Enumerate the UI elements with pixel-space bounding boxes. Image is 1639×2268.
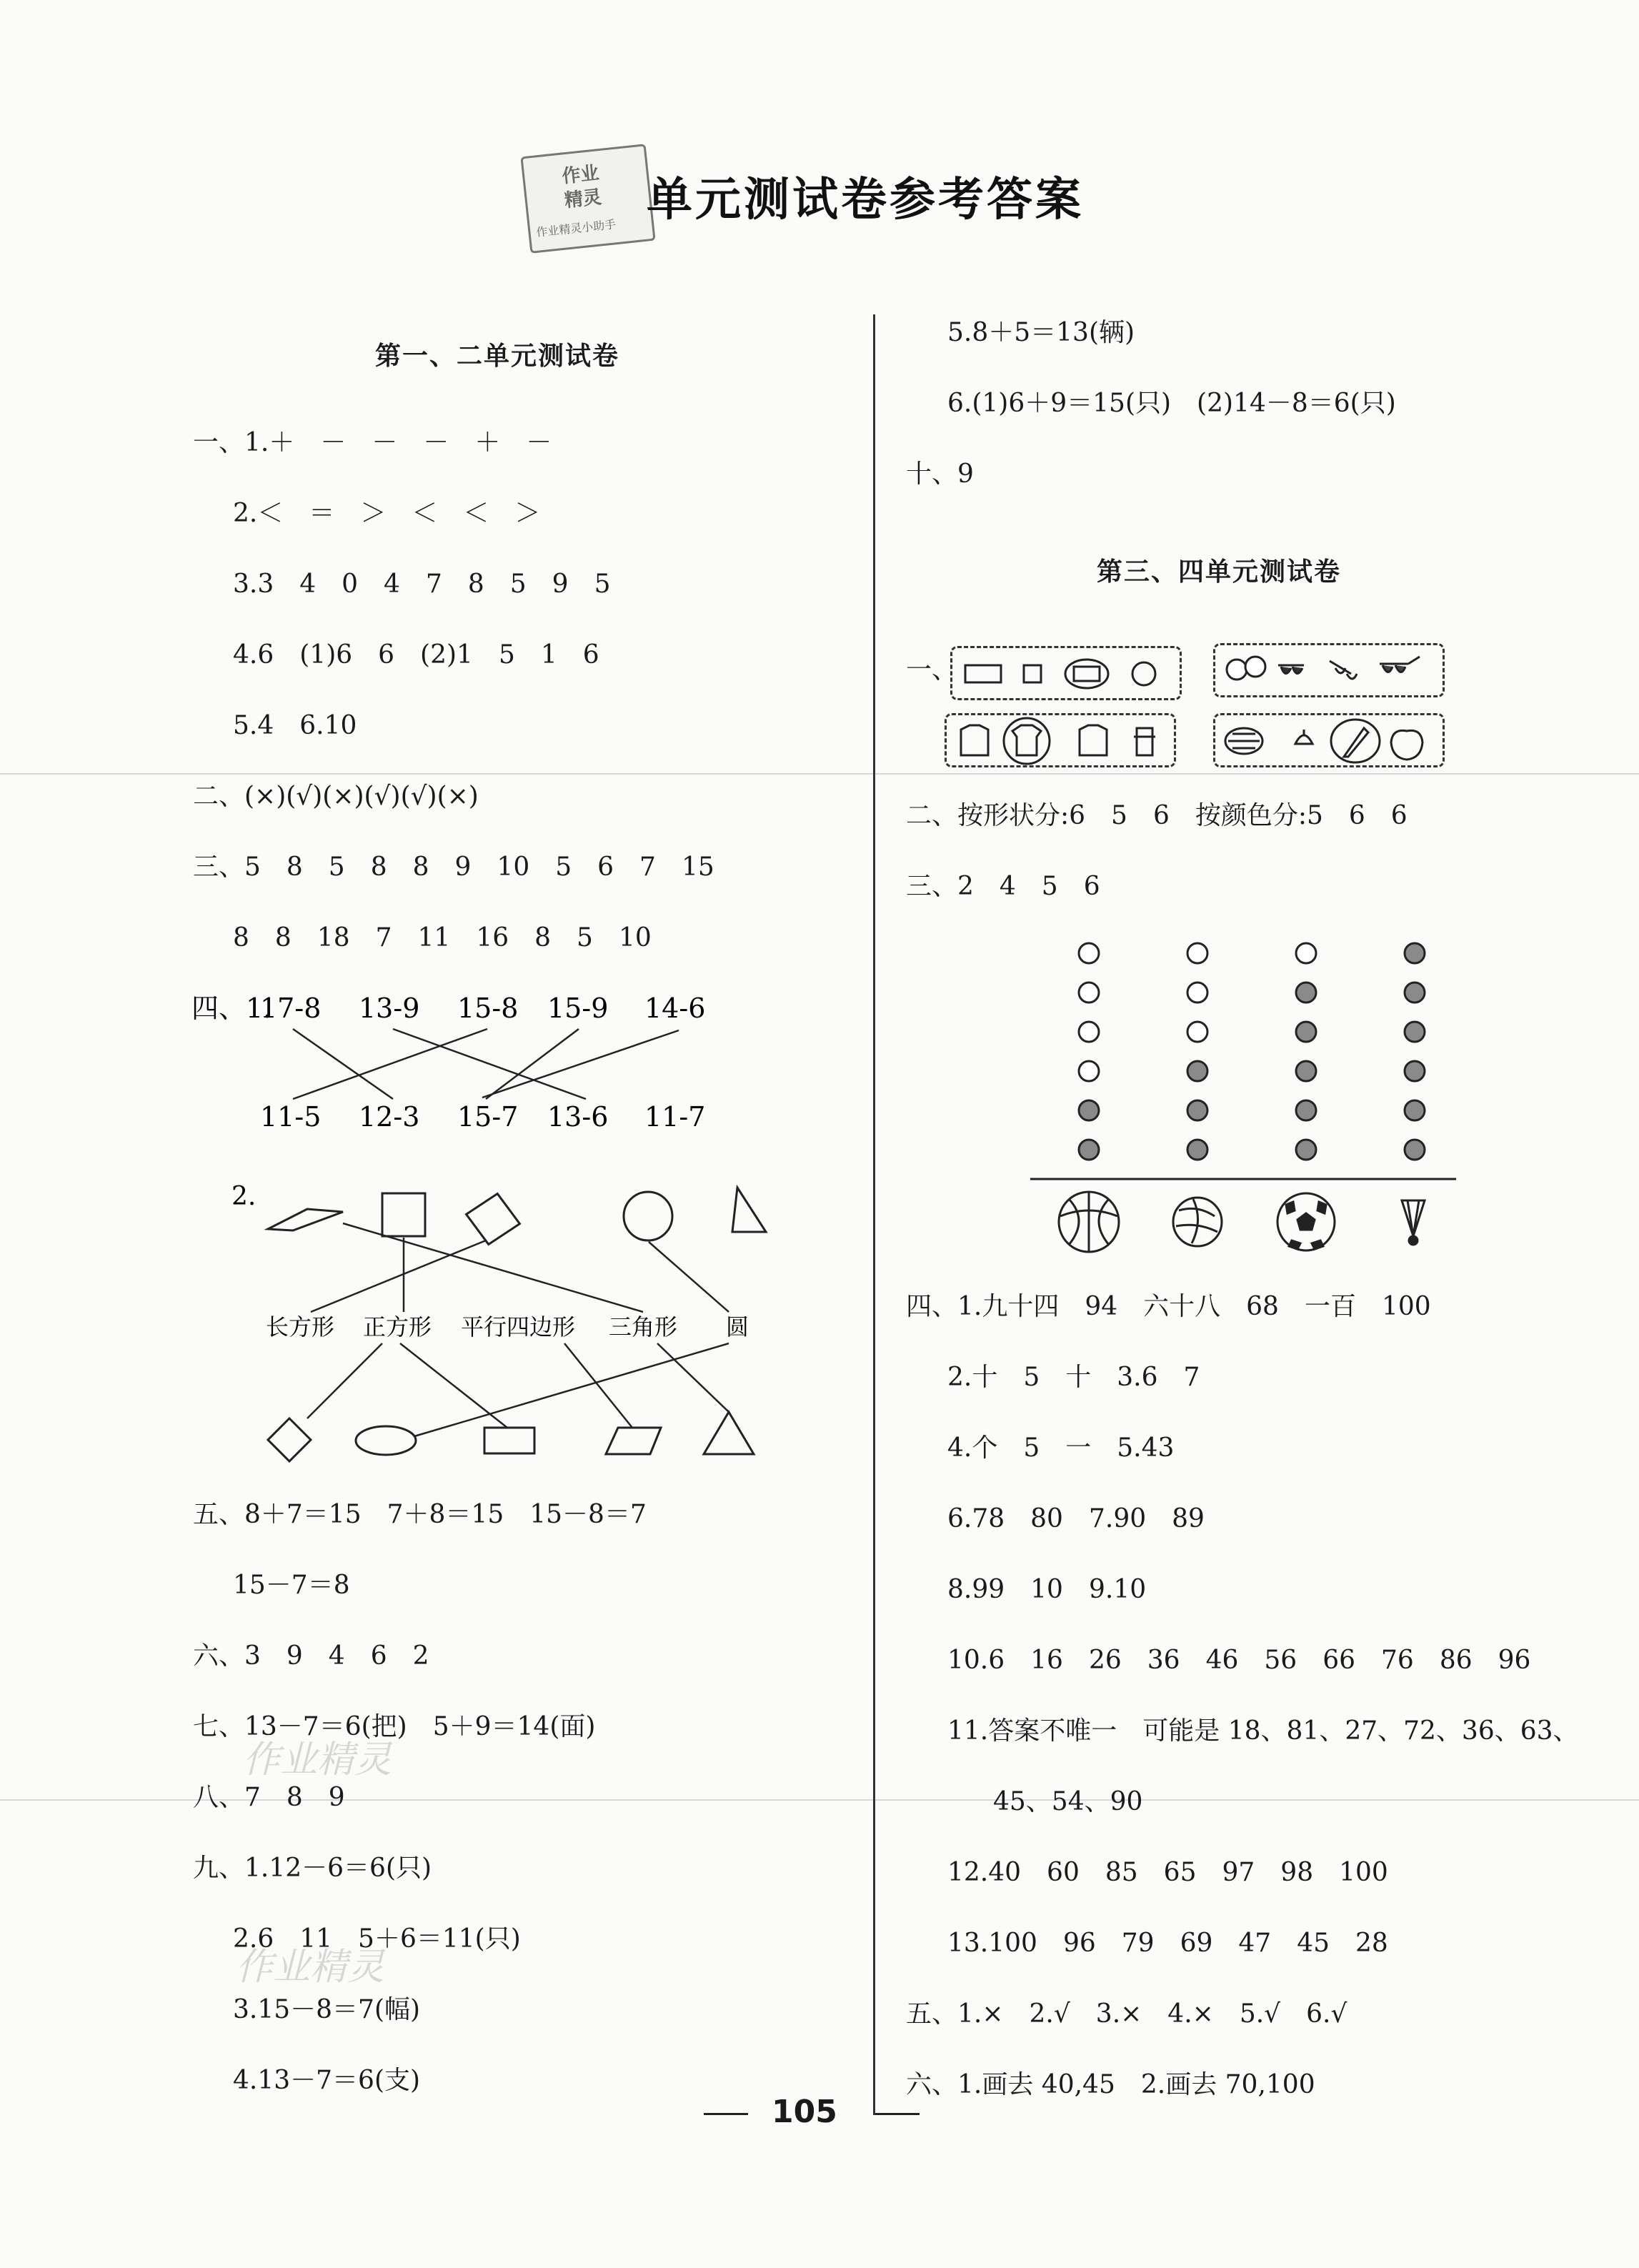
answer-line: 12.40 60 85 65 97 98 100 [947,1858,1388,1887]
filled-circle [1405,1140,1425,1160]
square-icon [1024,665,1041,682]
match-line [293,1029,393,1099]
peach-icon [1295,730,1312,744]
answer-line: 四、1.九十四 94 六十八 68 一百 100 [906,1292,1431,1321]
top-expr: 13-9 [359,993,420,1024]
sunglasses-icon [1278,665,1304,674]
fold-line [0,773,1639,775]
section-title-right: 第三、四单元测试卷 [1097,557,1342,587]
match-line [400,1343,507,1428]
top-expr: 14-6 [644,993,706,1024]
match-line [393,1029,586,1099]
answer-line: 5.8＋5＝13(辆) [947,318,1135,347]
answer-line: 8 8 18 7 11 16 8 5 10 [233,923,652,953]
empty-circle [1187,943,1207,963]
answer-line: 13.100 96 79 69 47 45 28 [947,1929,1388,1958]
footer-dash-left [704,2113,748,2115]
answer-line: 6.(1)6＋9＝15(只) (2)14－8＝6(只) [947,389,1396,418]
answer-line: 11.答案不唯一 可能是 18、81、27、72、36、63、 [947,1716,1579,1746]
answer-line: 六、1.画去 40,45 2.画去 70,100 [906,2070,1315,2099]
answer-line: 二、按形状分:6 5 6 按颜色分:5 6 6 [906,801,1408,830]
rectangle-icon [965,665,1001,682]
circle-shape [624,1192,672,1240]
filled-circle [1187,1061,1207,1081]
match-line [564,1343,632,1428]
ellipse-shape [356,1426,416,1455]
bottom-expr: 11-5 [260,1101,322,1133]
page-title: 单元测试卷参考答案 [647,174,1084,227]
filled-circle [1296,1100,1316,1120]
answer-line: 2.十 5 十 3.6 7 [947,1363,1200,1392]
logo-stamp [520,144,655,254]
empty-circle [1079,943,1099,963]
section-title-left: 第一、二单元测试卷 [375,342,620,371]
soccer-ball-icon [1277,1193,1335,1250]
answer-line: 二、(×)(√)(×)(√)(√)(×) [193,782,479,811]
top-expr: 15-9 [547,993,609,1024]
parallelogram-shape-bottom [606,1428,661,1454]
bottom-expr: 13-6 [547,1101,609,1133]
stamp-line2: 精灵 [563,186,603,212]
filled-circle [1079,1140,1099,1160]
answer-line: 六、3 9 4 6 2 [193,1641,429,1671]
answer-line: 4.个 5 一 5.43 [947,1433,1175,1463]
answer-line: 五、8＋7＝15 7＋8＝15 15－8＝7 [193,1500,647,1529]
empty-circle [1079,983,1099,1003]
answer-line: 2.6 11 5＋6＝11(只) [233,1924,521,1954]
answer-line: 3.15－8＝7(幅) [233,1995,421,2024]
parallelogram-shape [268,1209,343,1230]
q4-2-label: 2. [231,1182,256,1211]
filled-circle [1405,943,1425,963]
q4-label: 四、1. [191,993,272,1024]
match-line [307,1343,382,1418]
sunglasses2-icon [1380,657,1420,672]
filled-circle [1405,1061,1425,1081]
jacket-icon [961,725,988,755]
matching-expressions [186,986,743,1158]
answer-line: 4.13－7＝6(支) [233,2066,421,2095]
filled-circle [1296,1022,1316,1042]
carrot-icon [1344,728,1368,757]
triangle-shape-bottom [704,1412,754,1454]
diamond-shape-bottom [268,1418,311,1461]
match-line [311,1240,486,1312]
footer-dash-right [875,2113,920,2115]
filled-circle [1296,1140,1316,1160]
answer-line: 九、1.12－6＝6(只) [193,1854,432,1883]
pants-icon [1134,728,1155,755]
answer-line: 15－7＝8 [233,1571,350,1600]
answer-line: 10.6 16 26 36 46 56 66 76 86 96 [947,1646,1531,1675]
answer-line: 8.99 10 9.10 [947,1575,1147,1604]
match-line [343,1223,643,1312]
circle-icon [1132,662,1155,685]
box-shapes [952,648,1180,698]
coat-icon [1080,725,1107,755]
q1-label: 一、 [906,655,958,685]
empty-circle [1079,1022,1099,1042]
filled-circle [1405,983,1425,1003]
empty-circle [1296,943,1316,963]
empty-circle [1079,1061,1099,1081]
page-number: 105 [772,2094,837,2130]
volleyball-icon [1173,1198,1222,1246]
rectangle-shape [484,1428,534,1453]
glasses-group-box [1213,643,1445,697]
stamp-line1: 作业 [561,162,600,188]
square-shape [382,1193,425,1236]
fruit-group-box [1213,713,1445,767]
answer-line: 一、1.＋ － － － ＋ － [193,428,552,457]
bottom-expr: 11-7 [644,1101,706,1133]
filled-circle [1079,1100,1099,1120]
column-divider [873,314,875,2115]
empty-circle [1187,1022,1207,1042]
bottom-expr: 12-3 [359,1101,420,1133]
filled-circle [1405,1022,1425,1042]
watermark: 作业精灵 [243,1739,392,1781]
answer-line: 45、54、90 [993,1787,1143,1816]
strawberry-icon [1391,730,1423,760]
filled-circle [1405,1100,1425,1120]
binoculars-icon [1227,660,1247,680]
answer-line: 4.6 (1)6 6 (2)1 5 1 6 [233,640,599,670]
shirt-icon [1012,725,1041,755]
box-glasses [1215,645,1443,695]
watermark: 作业精灵 [236,1946,385,1989]
triangle-shape [732,1188,766,1232]
match-line [486,1029,579,1099]
answer-line: 三、2 4 5 6 [906,872,1100,901]
filled-circle [1296,1061,1316,1081]
filled-circle [1187,1100,1207,1120]
box-clothes [947,715,1174,765]
answer-line: 七、13－7＝6(把) 5＋9＝14(面) [193,1712,596,1741]
answer-line: 十、9 [906,459,974,489]
shape-name: 圆 [726,1313,749,1341]
shuttlecock-icon [1402,1200,1425,1245]
clothes-group-box [945,713,1176,767]
shape-matching [186,1172,800,1472]
answer-line: 五、1.× 2.√ 3.× 4.× 5.√ 6.√ [906,1999,1347,2029]
top-expr: 15-8 [457,993,519,1024]
filled-circle [1187,1140,1207,1160]
answer-line: 6.78 80 7.90 89 [947,1504,1205,1533]
empty-circle [1187,983,1207,1003]
shape-group-box [950,646,1182,700]
match-line [482,1030,679,1098]
answer-line: 2.＜ ＝ ＞ ＜ ＜ ＞ [233,499,541,528]
shape-name: 三角形 [609,1313,678,1341]
box-icon [1065,660,1108,688]
match-line [649,1242,729,1312]
bottom-expr: 15-7 [457,1101,519,1133]
match-line [414,1343,729,1436]
pictograph-chart [1029,936,1486,1265]
glasses-icon [1330,661,1357,679]
filled-circle [1296,983,1316,1003]
answer-line: 八、7 8 9 [193,1783,345,1812]
top-expr: 17-8 [260,993,322,1024]
shape-name: 平行四边形 [461,1313,576,1341]
shape-name: 长方形 [266,1313,335,1341]
answer-line: 三、5 8 5 8 8 9 10 5 6 7 15 [193,852,714,882]
answer-line: 5.4 6.10 [233,711,357,740]
answer-line: 3.3 4 0 4 7 8 5 9 5 [233,570,611,599]
diamond-shape [462,1189,524,1249]
box-fruits [1215,715,1443,765]
basketball-icon [1059,1192,1119,1252]
stamp-line3: 作业精灵小助手 [535,217,617,239]
shape-name: 正方形 [363,1313,432,1341]
match-line [293,1029,487,1099]
